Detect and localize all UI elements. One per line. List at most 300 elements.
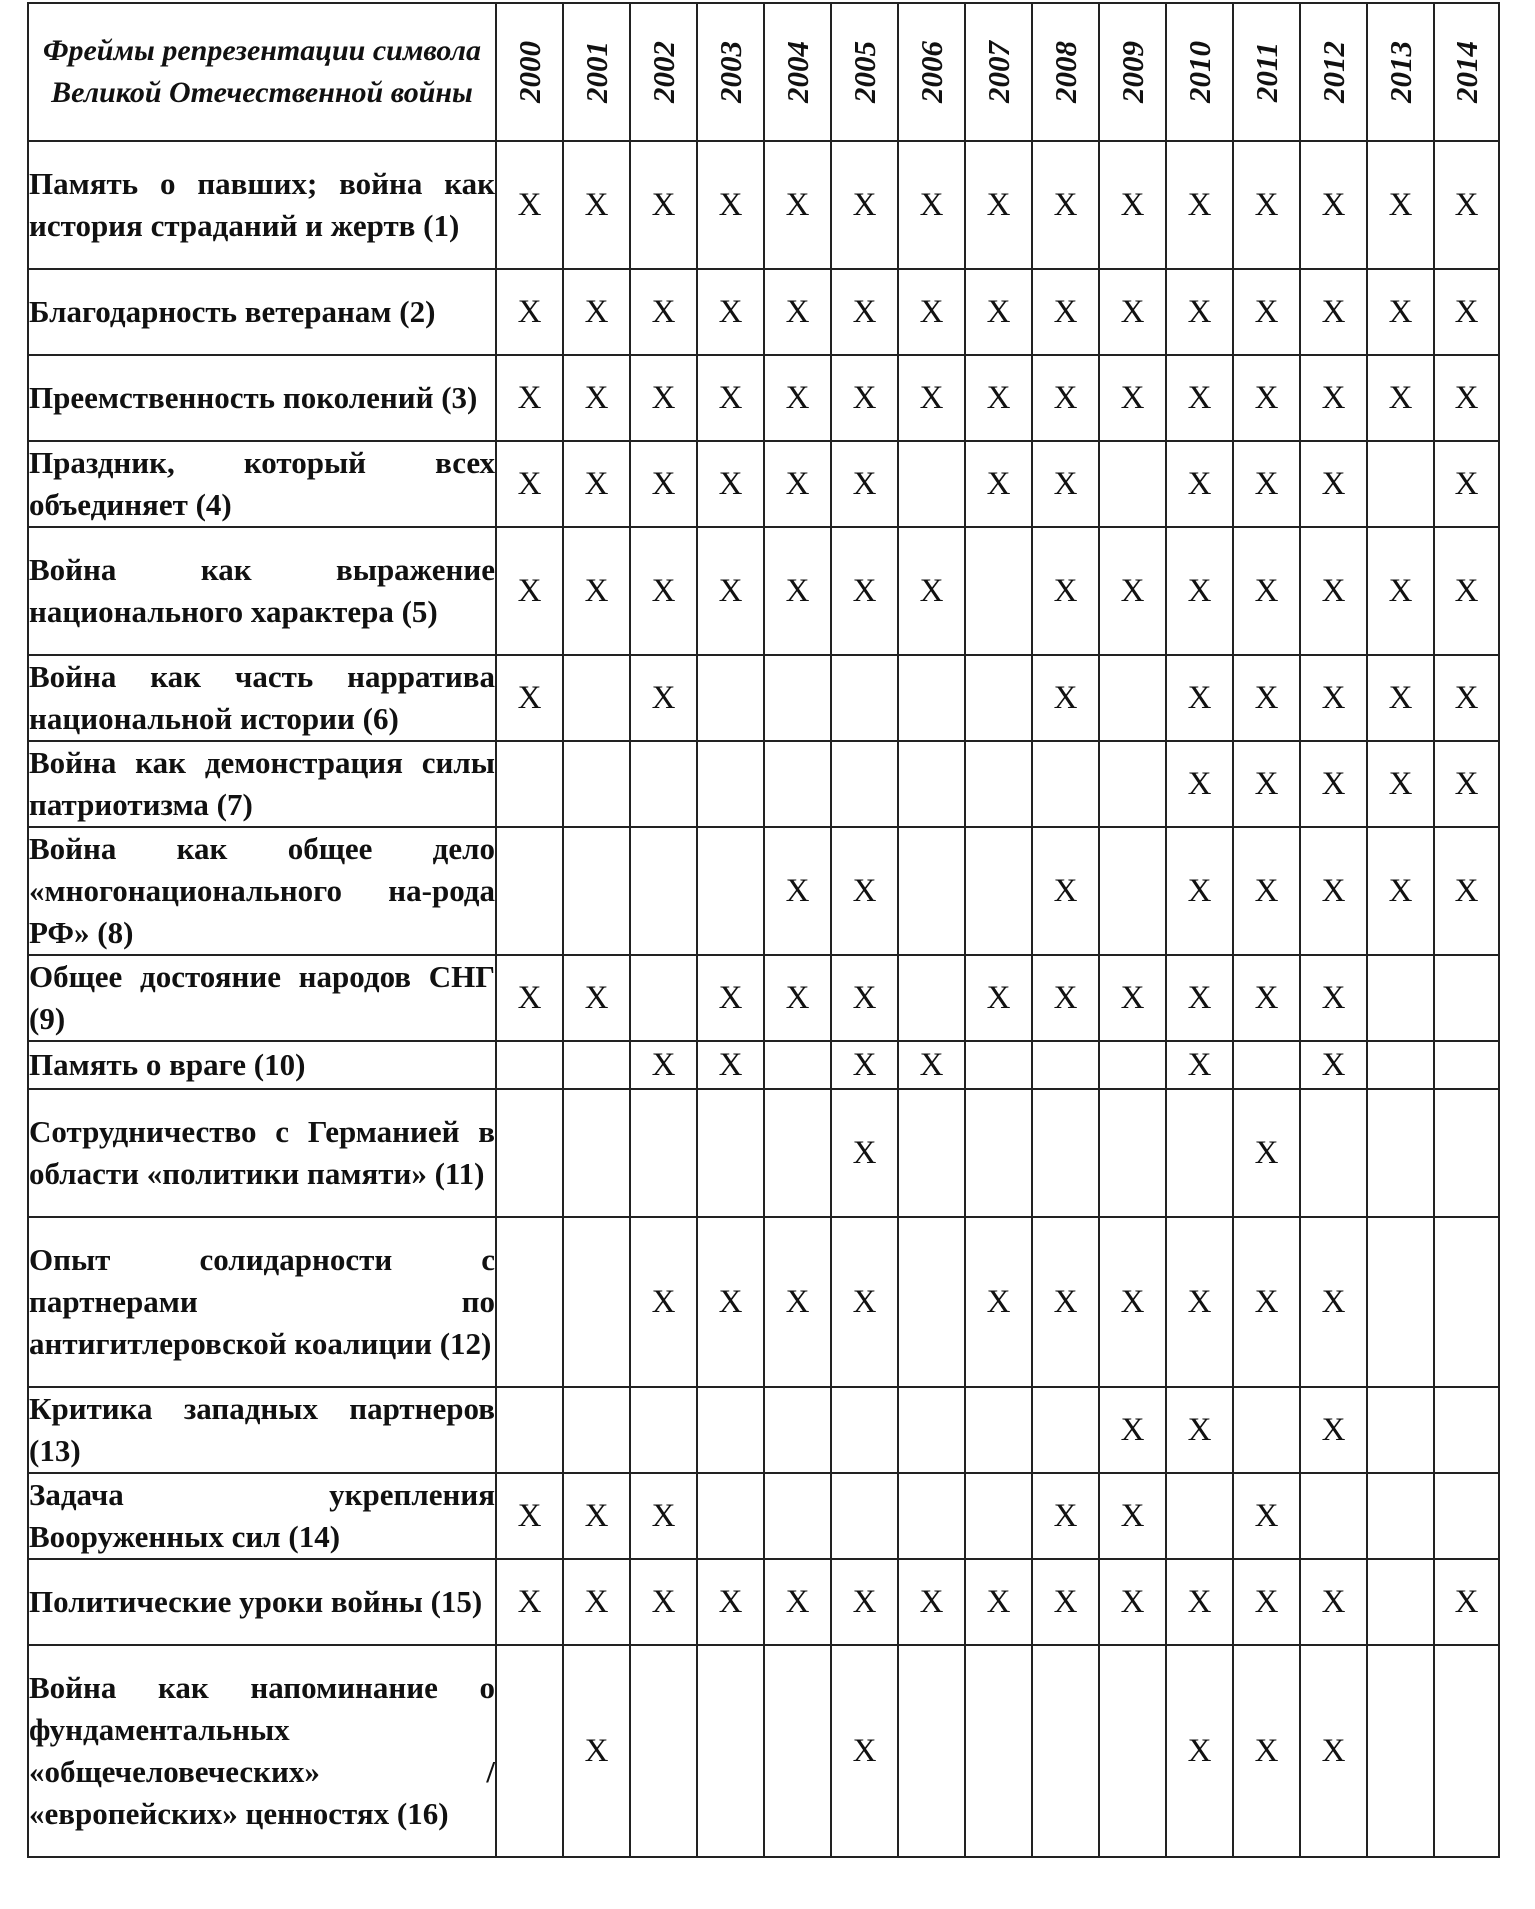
mark-cell-2009 [1099, 741, 1166, 827]
year-header-2011 [1233, 3, 1300, 141]
mark-cell-2004 [764, 1645, 831, 1857]
mark-cell-2008: X [1032, 141, 1099, 269]
mark-cell-2001: X [563, 441, 630, 527]
mark-cell-2011 [1233, 1387, 1300, 1473]
frame-label: Война как часть нарратива национальной истории (6) [28, 655, 496, 741]
mark-cell-2011: X [1233, 827, 1300, 955]
mark-cell-2011: X [1233, 1559, 1300, 1645]
mark-cell-2001: X [563, 527, 630, 655]
year-header-2013 [1367, 3, 1434, 141]
mark-cell-2002: X [630, 1041, 697, 1089]
mark-cell-2012: X [1300, 441, 1367, 527]
mark-cell-2005: X [831, 1089, 898, 1217]
mark-cell-2014: X [1434, 269, 1499, 355]
year-label: 2006 [913, 41, 949, 103]
mark-cell-2004 [764, 655, 831, 741]
mark-cell-2004: X [764, 441, 831, 527]
frame-label: Война как напоминание о фундаментальных «общечеловеческих» / «европейских» ценностях (16) [28, 1645, 496, 1857]
mark-cell-2008: X [1032, 955, 1099, 1041]
mark-cell-2007: X [965, 355, 1032, 441]
mark-cell-2006 [898, 655, 965, 741]
mark-cell-2002: X [630, 441, 697, 527]
mark-cell-2005: X [831, 1217, 898, 1387]
mark-cell-2013 [1367, 1559, 1434, 1645]
mark-cell-2007: X [965, 141, 1032, 269]
mark-cell-2014 [1434, 1645, 1499, 1857]
mark-cell-2002: X [630, 1559, 697, 1645]
mark-cell-2007 [965, 655, 1032, 741]
mark-cell-2009: X [1099, 955, 1166, 1041]
mark-cell-2004: X [764, 1217, 831, 1387]
mark-cell-2003: X [697, 527, 764, 655]
mark-cell-2009 [1099, 1089, 1166, 1217]
mark-cell-2008: X [1032, 1217, 1099, 1387]
mark-cell-2006 [898, 1387, 965, 1473]
mark-cell-2012 [1300, 1089, 1367, 1217]
year-header-2014 [1434, 3, 1499, 141]
mark-cell-2008: X [1032, 1559, 1099, 1645]
mark-cell-2009: X [1099, 141, 1166, 269]
mark-cell-2009: X [1099, 1473, 1166, 1559]
mark-cell-2000 [496, 1041, 563, 1089]
year-header-2004 [764, 3, 831, 141]
mark-cell-2008: X [1032, 1473, 1099, 1559]
mark-cell-2002: X [630, 1473, 697, 1559]
mark-cell-2012 [1300, 1473, 1367, 1559]
frame-label: Память о враге (10) [28, 1041, 496, 1089]
year-header-2010 [1166, 3, 1233, 141]
mark-cell-2007 [965, 827, 1032, 955]
mark-cell-2007 [965, 1473, 1032, 1559]
mark-cell-2014: X [1434, 355, 1499, 441]
year-label: 2011 [1248, 41, 1284, 103]
mark-cell-2007: X [965, 441, 1032, 527]
year-label: 2007 [980, 41, 1016, 103]
mark-cell-2010 [1166, 1089, 1233, 1217]
mark-cell-2007: X [965, 1217, 1032, 1387]
mark-cell-2006: X [898, 527, 965, 655]
year-header-2009 [1099, 3, 1166, 141]
year-header-2012 [1300, 3, 1367, 141]
frames-table [27, 2, 1500, 1858]
mark-cell-2001 [563, 655, 630, 741]
mark-cell-2013: X [1367, 269, 1434, 355]
mark-cell-2002: X [630, 141, 697, 269]
mark-cell-2012: X [1300, 741, 1367, 827]
mark-cell-2010 [1166, 1473, 1233, 1559]
mark-cell-2010: X [1166, 827, 1233, 955]
mark-cell-2006: X [898, 355, 965, 441]
frame-label: Критика западных партнеров (13) [28, 1387, 496, 1473]
mark-cell-2013 [1367, 1041, 1434, 1089]
mark-cell-2005: X [831, 955, 898, 1041]
frame-label: Опыт солидарности с партнерами по антигитлеровской коалиции (12) [28, 1217, 496, 1387]
mark-cell-2005: X [831, 1559, 898, 1645]
mark-cell-2003: X [697, 441, 764, 527]
mark-cell-2009 [1099, 441, 1166, 527]
mark-cell-2011: X [1233, 441, 1300, 527]
mark-cell-2004 [764, 741, 831, 827]
mark-cell-2008: X [1032, 441, 1099, 527]
mark-cell-2008 [1032, 741, 1099, 827]
mark-cell-2011: X [1233, 355, 1300, 441]
mark-cell-2007 [965, 1645, 1032, 1857]
mark-cell-2013: X [1367, 141, 1434, 269]
mark-cell-2006 [898, 441, 965, 527]
mark-cell-2008 [1032, 1645, 1099, 1857]
mark-cell-2002 [630, 1387, 697, 1473]
table-row [28, 1387, 1499, 1473]
mark-cell-2012: X [1300, 269, 1367, 355]
mark-cell-2012: X [1300, 827, 1367, 955]
mark-cell-2002 [630, 955, 697, 1041]
mark-cell-2001: X [563, 355, 630, 441]
mark-cell-2014: X [1434, 141, 1499, 269]
mark-cell-2000 [496, 1645, 563, 1857]
table-row [28, 355, 1499, 441]
mark-cell-2002 [630, 1645, 697, 1857]
mark-cell-2013 [1367, 1217, 1434, 1387]
year-header-2008 [1032, 3, 1099, 141]
mark-cell-2002: X [630, 527, 697, 655]
mark-cell-2014: X [1434, 527, 1499, 655]
mark-cell-2013 [1367, 955, 1434, 1041]
mark-cell-2010: X [1166, 1041, 1233, 1089]
mark-cell-2007: X [965, 955, 1032, 1041]
frame-column-header: Фреймы репрезентации символа Великой Отечественной войны [28, 3, 496, 141]
mark-cell-2005: X [831, 141, 898, 269]
mark-cell-2011: X [1233, 527, 1300, 655]
mark-cell-2003 [697, 1089, 764, 1217]
mark-cell-2000: X [496, 141, 563, 269]
mark-cell-2007 [965, 1041, 1032, 1089]
year-label: 2000 [511, 41, 547, 103]
header-row [28, 3, 1499, 141]
mark-cell-2005: X [831, 827, 898, 955]
frame-label: Благодарность ветеранам (2) [28, 269, 496, 355]
mark-cell-2014: X [1434, 741, 1499, 827]
table-row [28, 527, 1499, 655]
mark-cell-2001: X [563, 1559, 630, 1645]
mark-cell-2003 [697, 1473, 764, 1559]
frame-label: Преемственность поколений (3) [28, 355, 496, 441]
mark-cell-2004: X [764, 527, 831, 655]
frame-label: Праздник, который всех объединяет (4) [28, 441, 496, 527]
mark-cell-2001 [563, 1089, 630, 1217]
year-label: 2005 [846, 41, 882, 103]
mark-cell-2014: X [1434, 1559, 1499, 1645]
mark-cell-2014 [1434, 1387, 1499, 1473]
mark-cell-2006: X [898, 269, 965, 355]
mark-cell-2002: X [630, 355, 697, 441]
mark-cell-2010: X [1166, 955, 1233, 1041]
mark-cell-2005: X [831, 1041, 898, 1089]
mark-cell-2013 [1367, 1387, 1434, 1473]
mark-cell-2003: X [697, 141, 764, 269]
mark-cell-2009: X [1099, 1387, 1166, 1473]
mark-cell-2001 [563, 741, 630, 827]
mark-cell-2005: X [831, 1645, 898, 1857]
mark-cell-2011: X [1233, 655, 1300, 741]
mark-cell-2001: X [563, 269, 630, 355]
mark-cell-2004 [764, 1473, 831, 1559]
mark-cell-2000 [496, 1217, 563, 1387]
mark-cell-2000 [496, 1089, 563, 1217]
mark-cell-2006: X [898, 1041, 965, 1089]
mark-cell-2001 [563, 1041, 630, 1089]
mark-cell-2000 [496, 1387, 563, 1473]
mark-cell-2013 [1367, 1089, 1434, 1217]
mark-cell-2013: X [1367, 827, 1434, 955]
mark-cell-2003 [697, 1387, 764, 1473]
mark-cell-2008: X [1032, 655, 1099, 741]
mark-cell-2006: X [898, 141, 965, 269]
mark-cell-2010: X [1166, 141, 1233, 269]
mark-cell-2014 [1434, 1089, 1499, 1217]
mark-cell-2012: X [1300, 655, 1367, 741]
mark-cell-2006: X [898, 1559, 965, 1645]
mark-cell-2003: X [697, 1217, 764, 1387]
mark-cell-2004: X [764, 355, 831, 441]
mark-cell-2010: X [1166, 1645, 1233, 1857]
frame-label: Политические уроки войны (15) [28, 1559, 496, 1645]
mark-cell-2001 [563, 1217, 630, 1387]
frame-label: Сотрудничество с Германией в области «политики памяти» (11) [28, 1089, 496, 1217]
year-label: 2012 [1315, 41, 1351, 103]
mark-cell-2001: X [563, 955, 630, 1041]
table-row [28, 141, 1499, 269]
mark-cell-2001: X [563, 141, 630, 269]
mark-cell-2010: X [1166, 269, 1233, 355]
mark-cell-2002: X [630, 655, 697, 741]
mark-cell-2003 [697, 827, 764, 955]
mark-cell-2006 [898, 741, 965, 827]
mark-cell-2011: X [1233, 1089, 1300, 1217]
mark-cell-2002: X [630, 269, 697, 355]
mark-cell-2003: X [697, 355, 764, 441]
mark-cell-2005: X [831, 355, 898, 441]
year-label: 2010 [1181, 41, 1217, 103]
table-row [28, 441, 1499, 527]
mark-cell-2012: X [1300, 1559, 1367, 1645]
mark-cell-2003 [697, 655, 764, 741]
table-row [28, 655, 1499, 741]
mark-cell-2002: X [630, 1217, 697, 1387]
year-header-2003 [697, 3, 764, 141]
mark-cell-2014 [1434, 1473, 1499, 1559]
mark-cell-2006 [898, 955, 965, 1041]
table-row [28, 1041, 1499, 1089]
mark-cell-2011: X [1233, 741, 1300, 827]
mark-cell-2003: X [697, 1041, 764, 1089]
mark-cell-2010: X [1166, 355, 1233, 441]
mark-cell-2002 [630, 1089, 697, 1217]
mark-cell-2013: X [1367, 527, 1434, 655]
mark-cell-2006 [898, 1473, 965, 1559]
year-header-2005 [831, 3, 898, 141]
mark-cell-2010: X [1166, 1387, 1233, 1473]
mark-cell-2008: X [1032, 527, 1099, 655]
mark-cell-2009: X [1099, 269, 1166, 355]
mark-cell-2003: X [697, 269, 764, 355]
year-header-2001 [563, 3, 630, 141]
mark-cell-2012: X [1300, 1645, 1367, 1857]
year-label: 2014 [1448, 41, 1484, 103]
frame-label: Память о павших; война как история страданий и жертв (1) [28, 141, 496, 269]
mark-cell-2014: X [1434, 441, 1499, 527]
table-row [28, 955, 1499, 1041]
mark-cell-2013: X [1367, 355, 1434, 441]
mark-cell-2005 [831, 655, 898, 741]
table-row [28, 1559, 1499, 1645]
year-label: 2002 [645, 41, 681, 103]
mark-cell-2000 [496, 827, 563, 955]
mark-cell-2005 [831, 1387, 898, 1473]
mark-cell-2009 [1099, 827, 1166, 955]
year-header-2006 [898, 3, 965, 141]
mark-cell-2013: X [1367, 741, 1434, 827]
year-label: 2009 [1114, 41, 1150, 103]
mark-cell-2003: X [697, 955, 764, 1041]
mark-cell-2001: X [563, 1645, 630, 1857]
mark-cell-2000: X [496, 655, 563, 741]
mark-cell-2011 [1233, 1041, 1300, 1089]
mark-cell-2011: X [1233, 1473, 1300, 1559]
mark-cell-2008 [1032, 1089, 1099, 1217]
mark-cell-2007 [965, 1387, 1032, 1473]
table-row [28, 1217, 1499, 1387]
year-label: 2008 [1047, 41, 1083, 103]
mark-cell-2009 [1099, 1645, 1166, 1857]
mark-cell-2014: X [1434, 655, 1499, 741]
mark-cell-2005 [831, 741, 898, 827]
mark-cell-2000: X [496, 355, 563, 441]
mark-cell-2007 [965, 1089, 1032, 1217]
year-label: 2001 [578, 41, 614, 103]
mark-cell-2006 [898, 827, 965, 955]
mark-cell-2006 [898, 1089, 965, 1217]
mark-cell-2007 [965, 741, 1032, 827]
mark-cell-2000: X [496, 1473, 563, 1559]
mark-cell-2008: X [1032, 355, 1099, 441]
mark-cell-2010: X [1166, 741, 1233, 827]
mark-cell-2000: X [496, 527, 563, 655]
table-row [28, 1645, 1499, 1857]
table-row [28, 827, 1499, 955]
mark-cell-2008: X [1032, 269, 1099, 355]
year-header-2007 [965, 3, 1032, 141]
mark-cell-2011: X [1233, 955, 1300, 1041]
mark-cell-2012: X [1300, 955, 1367, 1041]
mark-cell-2007: X [965, 269, 1032, 355]
mark-cell-2009: X [1099, 1559, 1166, 1645]
mark-cell-2000: X [496, 441, 563, 527]
mark-cell-2013 [1367, 1645, 1434, 1857]
frame-label: Война как выражение национального характера (5) [28, 527, 496, 655]
mark-cell-2003 [697, 1645, 764, 1857]
mark-cell-2011: X [1233, 269, 1300, 355]
mark-cell-2010: X [1166, 1217, 1233, 1387]
mark-cell-2005: X [831, 527, 898, 655]
frame-label: Общее достояние народов СНГ (9) [28, 955, 496, 1041]
mark-cell-2007: X [965, 1559, 1032, 1645]
mark-cell-2002 [630, 827, 697, 955]
mark-cell-2009 [1099, 1041, 1166, 1089]
mark-cell-2009 [1099, 655, 1166, 741]
year-label: 2004 [779, 41, 815, 103]
mark-cell-2006 [898, 1645, 965, 1857]
mark-cell-2004: X [764, 141, 831, 269]
mark-cell-2013 [1367, 441, 1434, 527]
mark-cell-2004: X [764, 827, 831, 955]
mark-cell-2000 [496, 741, 563, 827]
mark-cell-2011: X [1233, 1645, 1300, 1857]
mark-cell-2003: X [697, 1559, 764, 1645]
mark-cell-2009: X [1099, 355, 1166, 441]
mark-cell-2013 [1367, 1473, 1434, 1559]
mark-cell-2012: X [1300, 141, 1367, 269]
mark-cell-2008 [1032, 1387, 1099, 1473]
mark-cell-2010: X [1166, 1559, 1233, 1645]
mark-cell-2011: X [1233, 1217, 1300, 1387]
table-row [28, 741, 1499, 827]
mark-cell-2004: X [764, 955, 831, 1041]
mark-cell-2014: X [1434, 827, 1499, 955]
mark-cell-2004 [764, 1041, 831, 1089]
mark-cell-2004: X [764, 269, 831, 355]
mark-cell-2004 [764, 1387, 831, 1473]
table-row [28, 269, 1499, 355]
mark-cell-2008: X [1032, 827, 1099, 955]
mark-cell-2010: X [1166, 655, 1233, 741]
mark-cell-2001: X [563, 1473, 630, 1559]
mark-cell-2012: X [1300, 1217, 1367, 1387]
mark-cell-2005 [831, 1473, 898, 1559]
mark-cell-2000: X [496, 1559, 563, 1645]
mark-cell-2009: X [1099, 527, 1166, 655]
mark-cell-2005: X [831, 269, 898, 355]
mark-cell-2014 [1434, 955, 1499, 1041]
mark-cell-2001 [563, 1387, 630, 1473]
year-label: 2003 [712, 41, 748, 103]
mark-cell-2012: X [1300, 1041, 1367, 1089]
mark-cell-2008 [1032, 1041, 1099, 1089]
mark-cell-2000: X [496, 269, 563, 355]
mark-cell-2011: X [1233, 141, 1300, 269]
frame-label: Война как общее дело «многонационального на-рода РФ» (8) [28, 827, 496, 955]
mark-cell-2003 [697, 741, 764, 827]
mark-cell-2001 [563, 827, 630, 955]
mark-cell-2014 [1434, 1217, 1499, 1387]
table-row [28, 1473, 1499, 1559]
mark-cell-2002 [630, 741, 697, 827]
mark-cell-2007 [965, 527, 1032, 655]
frame-label: Задача укрепления Вооруженных сил (14) [28, 1473, 496, 1559]
mark-cell-2012: X [1300, 527, 1367, 655]
mark-cell-2009: X [1099, 1217, 1166, 1387]
mark-cell-2004: X [764, 1559, 831, 1645]
mark-cell-2004 [764, 1089, 831, 1217]
mark-cell-2010: X [1166, 527, 1233, 655]
mark-cell-2000: X [496, 955, 563, 1041]
table-row [28, 1089, 1499, 1217]
mark-cell-2014 [1434, 1041, 1499, 1089]
mark-cell-2005: X [831, 441, 898, 527]
mark-cell-2006 [898, 1217, 965, 1387]
year-header-2002 [630, 3, 697, 141]
table-body [28, 141, 1499, 1857]
mark-cell-2010: X [1166, 441, 1233, 527]
